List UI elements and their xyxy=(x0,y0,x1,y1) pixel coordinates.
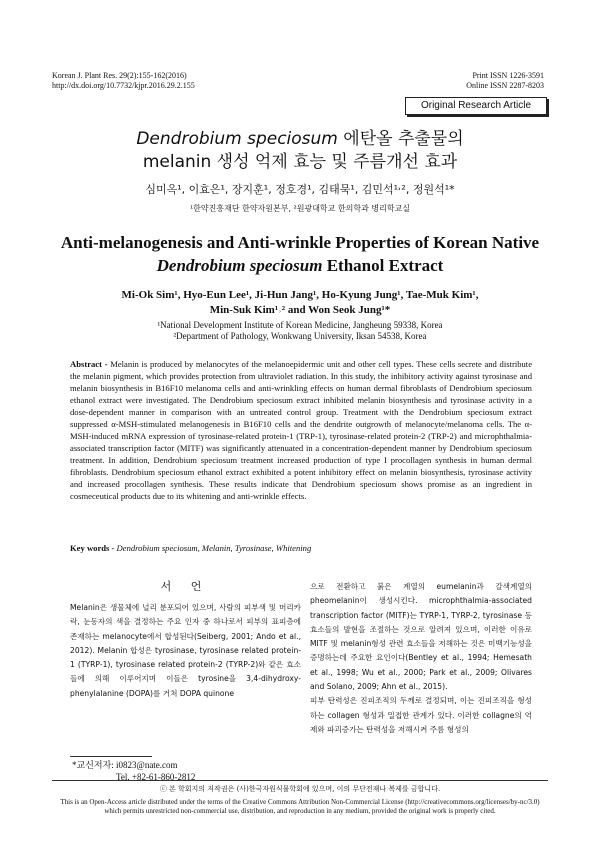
abstract-label: Abstract - xyxy=(70,359,111,369)
korean-affiliation: ¹한약진흥재단 한약자원본부, ²원광대학교 한의학과 병리학교실 xyxy=(189,204,411,213)
english-title-line1: Anti-melanogenesis and Anti-wrinkle Properties of Korean Native xyxy=(60,233,540,252)
license-line-2: which permits unrestricted non-commercial use, distribution, and reproduction in any medium, provided the original work is properly cited. xyxy=(104,807,496,815)
korean-title-line1 xyxy=(0,128,600,150)
footer-divider xyxy=(52,780,548,781)
license-line-1: This is an Open-Access article distributed under the terms of the Creative Commons Attribution Non-Commercial License (http://creativecommons.org/licenses/by-nc/3.0) xyxy=(60,798,540,806)
keywords-label: Key words - xyxy=(70,543,117,553)
correspondence-divider xyxy=(70,756,152,757)
print-issn: Print ISSN 1226-3591 xyxy=(472,71,544,80)
english-affiliation-2: ²Department of Pathology, Wonkwang University, Iksan 54538, Korea xyxy=(173,331,427,341)
section-title-introduction: 서 언 xyxy=(160,580,210,593)
body-column-left: Melanin은 생물체에 널리 분포되어 있으며, 사람의 피부색 및 머리카락, 눈동자의 색을 결정하는 주요 인자 중 하나로서 피부의 표피층에 존재하는 melanocyte에서 합성된다(Seiberg, 2001; Ando et al., 2012). Melanin 합성은 tyrosinase, tyrosinase related protein-1 (TYRP-1), tyrosinase related protein-2 (TYRP-2)와 같은 효소들에 의해 이루어지며 이들은 tyrosine을 3,4-dihydroxy-phenylalanine (DOPA)를 거쳐 DOPA quinone xyxy=(70,603,301,698)
english-authors-line1: Mi-Ok Sim¹, Hyo-Eun Lee¹, Ji-Hun Jang¹, Ho-Kyung Jung¹, Tae-Muk Kim¹, xyxy=(121,289,479,301)
english-title-rest: Ethanol Extract xyxy=(322,256,444,275)
korean-title-species: Dendrobium speciosum xyxy=(136,129,338,149)
keywords-text: Dendrobium speciosum, Melanin, Tyrosinase, Whitening xyxy=(116,543,312,553)
abstract xyxy=(70,358,532,502)
journal-header xyxy=(52,71,195,91)
article-type-badge: Original Research Article xyxy=(405,97,547,115)
english-affiliation-1: ¹National Development Institute of Korean Medicine, Jangheung 59338, Korea xyxy=(157,320,443,330)
abstract-text: Melanin is produced by melanocytes of the melanoepidermic unit and other cell types. These cells secrete and distribute the melanin pigment, which provides protection from ultraviolet radiation. In this study, the inhibitory activity against tyrosinase and melanin biosynthesis in B16F10 melanoma cells and anti-wrinkling effects on human dermal fibroblasts of Dendrobium speciosum ethanol extract were investigated. The Dendrobium speciosum extract inhibited melanin biosynthesis and tyrosinase activity in a dose-dependent manner in comparison with an untreated control group. Treatment with the Dendrobium speciosum extract suppressed α-MSH-stimulated melanogenesis in B16F10 cells and the dendrite outgrowth of melanocyte/melanoma cells. The α-MSH-induced mRNA expression of tyrosinase-related protein-1 (TRP-1), tyrosinase-related protein-2 (TRP-2) and microphthalmia-associated transcription factor (MITF) was significantly attenuated in a concentration-dependent manner by Dendrobium speciosum treatment. In addition, Dendrobium speciosum treatment increased production of type I procollagen synthesis in human dermal fibroblasts. Dendrobium speciosum ethanol extract exhibited a potent inhibitory effect on melanin biosynthesis, tyrosinase activity and increased procollagen synthesis. These results indicate that Dendrobium speciosum shows promise as an ingredient in cosmeceutical products due to its whitening and anti-wrinkle effects. xyxy=(70,359,533,501)
issn-block xyxy=(466,71,544,91)
english-title-species: Dendrobium speciosum xyxy=(156,256,323,275)
online-issn: Online ISSN 2287-8203 xyxy=(466,81,544,90)
korean-authors: 심미옥¹, 이효은¹, 장지훈¹, 정호경¹, 김태묵¹, 김민석¹˒², 정원석¹* xyxy=(145,183,455,196)
korean-title-line2: melanin 생성 억제 효능 및 주름개선 효과 xyxy=(142,152,458,172)
correspondence-email: *교신저자: i0823@nate.com xyxy=(72,760,178,770)
copyright-notice: ⓒ 본 학회지의 저작권은 (사)한국자원식물학회에 있으며, 이의 무단전재나 복제를 금합니다. xyxy=(159,785,441,793)
journal-citation: Korean J. Plant Res. 29(2):155-162(2016) xyxy=(52,71,187,80)
correspondence-tel: Tel. +82-61-860-2812 xyxy=(116,772,196,782)
english-authors-line2: Min-Suk Kim¹˒² and Won Seok Jung¹* xyxy=(209,304,391,316)
english-title-line2 xyxy=(0,255,600,277)
body-column-right: 으로 전환하고 붉은 계열의 eumelanin과 갈색계열의 pheomelanin이 생성시킨다. microphthalmia-associated transcription factor (MITF)는 TYRP-1, TYRP-2, tyrosinase 등 효소들의 발현을 조절하는 것으로 알려져 있으며, 이러한 이유로 MITF 및 melanin형성 관련 효소들을 저해하는 것은 미백기능성을 증명하는데 주요한 요인이다(Bentley et al., 1994; Hemesath et al., 1998; Wu et al., 2000; Park et al., 2009; Olivares and Solano, 2009; Ahn et al., 2015). 피부 탄력성은 진피조직의 두께로 결정되며, 이는 진피조직을 형성하는 collagen 형성과 밀접한 관계가 있다. 이러한 collagne의 억제와 파괴증가는 탄력성을 저해시켜 주름 형성의 xyxy=(310,582,532,734)
doi-link[interactable]: http://dx.doi.org/10.7732/kjpr.2016.29.2.155 xyxy=(52,81,195,90)
korean-title-rest: 에탄올 추출물의 xyxy=(337,129,464,149)
keywords xyxy=(70,542,311,554)
